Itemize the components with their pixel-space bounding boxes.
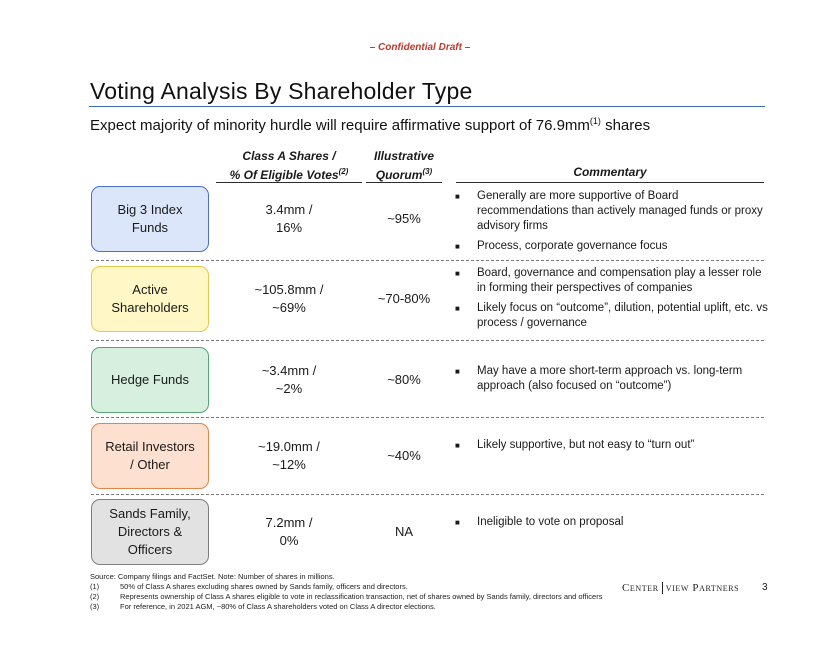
shares-cell-retail: ~19.0mm / ~12% — [258, 439, 320, 472]
commentary-big3 — [452, 189, 770, 259]
bullet-icon: ■ — [455, 441, 460, 450]
commentary-bullet: ■ Likely supportive, but not easy to “turn out” — [452, 438, 770, 453]
commentary-hedge-funds — [452, 364, 770, 399]
commentary-bullet: ■ Board, governance and compensation play a lesser role in forming their perspectives of companies — [452, 266, 770, 296]
column-header-commentary: Commentary — [573, 165, 647, 179]
subtitle-text: Expect majority of minority hurdle will require affirmative support of 76.9mm — [90, 117, 590, 134]
column-underline-quorum — [366, 182, 442, 183]
footnote: (3) For reference, in 2021 AGM, ~80% of Class A shareholders voted on Class A director elections. — [90, 602, 436, 611]
row-separator — [91, 417, 764, 418]
row-separator — [91, 494, 764, 495]
subtitle-end: shares — [600, 117, 651, 134]
logo-text-right: view Partners — [665, 582, 740, 594]
shares-cell-active: ~105.8mm / ~69% — [254, 282, 324, 315]
footnote-source: Source: Company filings and FactSet. Note: Number of shares in millions. — [90, 572, 335, 581]
footnotes — [90, 572, 602, 612]
quorum-cell-big3: ~95% — [387, 211, 421, 226]
page-number: 3 — [762, 582, 768, 593]
column-header-shares-line1: Class A Shares / — [242, 149, 336, 163]
shares-cell-big3: 3.4mm / 16% — [265, 202, 313, 235]
commentary-bullet: ■ Ineligible to vote on proposal — [452, 515, 770, 530]
commentary-bullet: ■ May have a more short-term approach vs. long-term approach (also focused on “outcome”) — [452, 364, 770, 394]
shareholder-type-active: Active Shareholders — [91, 266, 209, 332]
quorum-cell-retail: ~40% — [387, 448, 421, 463]
column-header-shares-line2: % Of Eligible Votes$^{(2)}$ — [229, 167, 349, 182]
column-underline-commentary — [456, 182, 764, 183]
page-subtitle — [90, 116, 650, 134]
row-separator — [91, 260, 764, 261]
commentary-bullet: ■ Generally are more supportive of Board recommendations than actively managed funds or proxy advisory firms — [452, 189, 770, 234]
bullet-icon: ■ — [455, 304, 460, 313]
footnote: (2) Represents ownership of Class A shares eligible to vote in reclassification transaction, net of shares owned by Sands family, directors and officers — [90, 592, 603, 601]
bullet-icon: ■ — [455, 518, 460, 527]
commentary-retail — [452, 438, 770, 458]
logo-divider — [662, 582, 663, 594]
shareholder-type-sands-family: Sands Family, Directors & Officers — [91, 499, 209, 565]
shareholder-type-retail: Retail Investors / Other — [91, 423, 209, 489]
logo-text-left: Center — [622, 582, 659, 594]
quorum-cell-sands-family: NA — [394, 524, 414, 539]
column-underline-shares — [216, 182, 362, 183]
column-header-quorum — [364, 148, 444, 183]
shareholder-type-big3: Big 3 Index Funds — [91, 186, 209, 252]
shares-cell-sands-family: 7.2mm / 0% — [265, 515, 313, 548]
bullet-icon: ■ — [455, 367, 460, 376]
confidential-draft-label: – Confidential Draft – — [369, 42, 471, 53]
quorum-cell-hedge-funds: ~80% — [387, 372, 421, 387]
page-title: Voting Analysis By Shareholder Type — [90, 78, 473, 104]
commentary-sands-family — [452, 515, 770, 535]
commentary-bullet: ■ Process, corporate governance focus — [452, 239, 770, 254]
column-header-shares — [214, 148, 364, 183]
footnote: (1) 50% of Class A shares excluding shares owned by Sands family, officers and directors. — [90, 582, 408, 591]
commentary-active — [452, 266, 770, 336]
commentary-bullet: ■ Likely focus on “outcome”, dilution, potential uplift, etc. vs process / governance — [452, 301, 770, 331]
shares-cell-hedge-funds: ~3.4mm / ~2% — [261, 363, 317, 396]
shareholder-type-hedge-funds: Hedge Funds — [91, 347, 209, 413]
title-divider — [89, 106, 765, 107]
subtitle-footnote-ref: (1) — [589, 116, 601, 126]
column-header-quorum-line1: Illustrative — [373, 149, 435, 163]
bullet-icon: ■ — [455, 269, 460, 278]
centerview-partners-logo — [622, 582, 739, 594]
bullet-icon: ■ — [455, 242, 460, 251]
row-separator — [91, 340, 764, 341]
column-header-quorum-line2: Quorum$^{(3)}$ — [375, 167, 433, 182]
bullet-icon: ■ — [455, 192, 460, 201]
quorum-cell-active: ~70-80% — [377, 291, 431, 306]
